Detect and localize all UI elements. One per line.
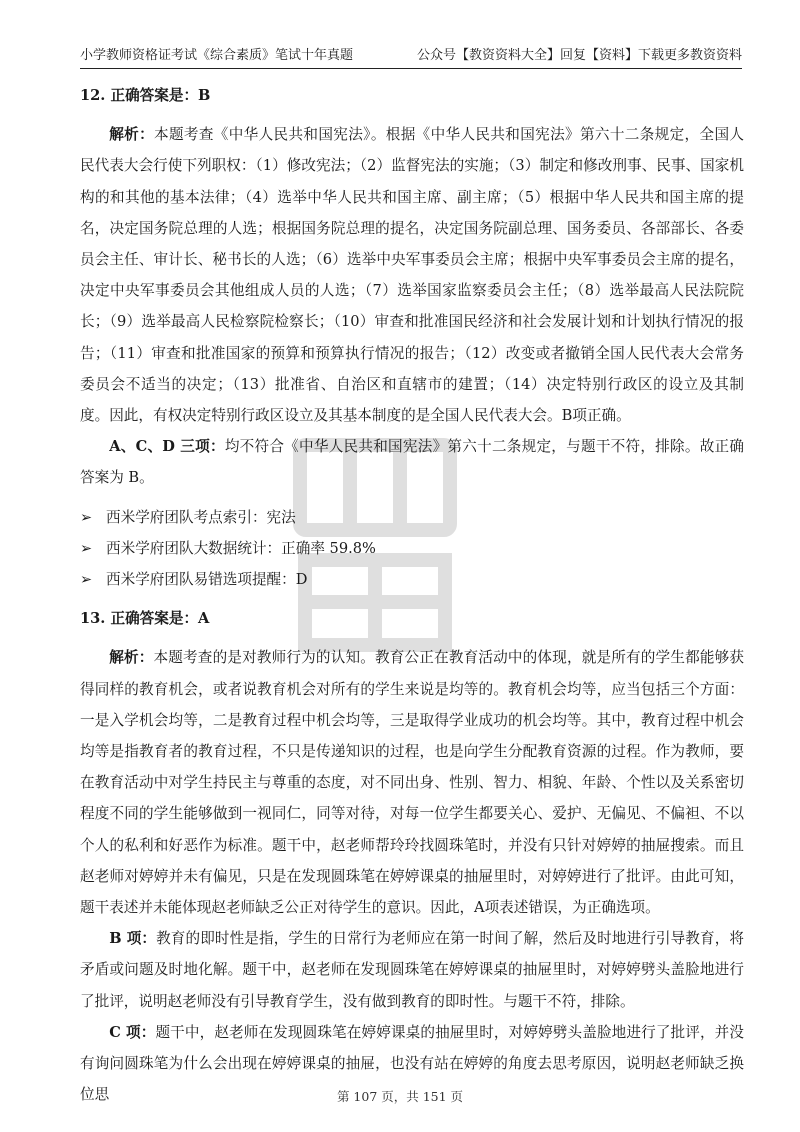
arrowhead-bullet-icon: ➢	[80, 571, 93, 589]
q13-option-b	[80, 923, 744, 1017]
q13-b-text: 教育的即时性是指，学生的日常行为老师应在第一时间了解，然后及时地进行引导教育，将矛盾或问题及时地化解。题干中，赵老师在发现圆珠笔在婷婷课桌的抽屉里时，对婷婷劈头盖脸地进行了批评，说明赵老师没有引导教育学生，没有做到教育的即时性。与题干不符，排除。	[80, 930, 744, 1010]
q12-analysis	[80, 119, 744, 431]
q12-other-text: 均不符合《中华人民共和国宪法》第六十二条规定，与题干不符，排除。故正确答案为 B。	[80, 438, 744, 487]
q13-c-text: 题干中，赵老师在发现圆珠笔在婷婷课桌的抽屉里时，对婷婷劈头盖脸地进行了批评，并没有询问圆珠笔为什么会出现在婷婷课桌的抽屉，也没有站在婷婷的角度去思考原因，说明赵老师缺乏换位思	[80, 1023, 744, 1104]
q12-bullet-text: 西米学府团队考点索引：宪法	[106, 508, 296, 526]
arrowhead-bullet-icon: ➢	[80, 539, 93, 557]
q13-c-label: C 项：	[109, 1023, 156, 1041]
page-header	[80, 46, 742, 69]
q12-bullet	[80, 564, 744, 595]
q13-analysis-label: 解析：	[109, 649, 154, 667]
header-title: 小学教师资格证考试《综合素质》笔试十年真题	[80, 48, 354, 63]
q12-bullet-text: 西米学府团队大数据统计：正确率 59.8%	[106, 539, 376, 557]
q12-bullet-text: 西米学府团队易错选项提醒：D	[106, 571, 308, 589]
q12-answer: 12. 正确答案是：B	[80, 87, 211, 104]
page-content	[80, 80, 744, 1111]
q12-bullet	[80, 502, 744, 533]
q13-answer: 13. 正确答案是：A	[80, 610, 210, 628]
q13-analysis-text: 本题考查的是对教师行为的认知。教育公正在教育活动中的体现，就是所有的学生都能够获得同样的教育机会，或者说教育机会对所有的学生来说是均等的。教育机会均等，应当包括三个方面：一是入学机会均等，二是教育过程中机会均等，三是取得学业成功的机会均等。其中，教育过程中机会均等是指教育者的教育过程，不只是传递知识的过程，也是向学生分配教育资源的过程。作为教师，要在教育活动中对学生持民主与尊重的态度，对不同出身、性别、智力、相貌、年龄、个性以及关系密切程度不同的学生能够做到一视同仁，同等对待，对每一位学生都要关心、爱护、无偏见、不偏袒、不以个人的私利和好恶作为标准。题干中，赵老师帮玲玲找圆珠笔时，并没有只针对婷婷的抽屉搜索。而且赵老师对婷婷并未有偏见，只是在发现圆珠笔在婷婷课桌的抽屉里时，对婷婷进行了批评。由此可知，题干表述并未能体现赵老师缺乏公正对待学生的意识。因此，A项表述错误，为正确选项。	[80, 649, 744, 917]
header-promo: 公众号【教资资料大全】回复【资料】下载更多教资资料	[416, 48, 742, 63]
q12-analysis-label: 解析：	[109, 126, 155, 144]
q12-analysis-text: 本题考查《中华人民共和国宪法》。根据《中华人民共和国宪法》第六十二条规定，全国人民代表大会行使下列职权：（1）修改宪法；（2）监督宪法的实施；（3）制定和修改刑事、民事、国家机构的和其他的基本法律；（4）选举中华人民共和国主席、副主席；（5）根据中华人民共和国主席的提名，决定国务院总理的人选；根据国务院总理的提名，决定国务院副总理、国务委员、各部部长、各委员会主任、审计长、秘书长的人选；（6）选举中央军事委员会主席；根据中央军事委员会主席的提名，决定中央军事委员会其他组成人员的人选；（7）选举国家监察委员会主任；（8）选举最高人民法院院长；（9）选举最高人民检察院检察长；（10）审查和批准国民经济和社会发展计划和计划执行情况的报告；（11）审查和批准国家的预算和预算执行情况的报告；（12）改变或者撤销全国人民代表大会常务委员会不适当的决定；（13）批准省、自治区和直辖市的建置；（14）决定特别行政区的设立及其制度。因此，有权决定特别行政区设立及其基本制度的是全国人民代表大会。B项正确。	[80, 126, 744, 425]
q12-bullet	[80, 533, 744, 564]
q13-b-label: B 项：	[109, 930, 157, 948]
arrowhead-bullet-icon: ➢	[80, 508, 93, 526]
q12-other-label: A、C、D 三项：	[109, 438, 225, 456]
q12-other-options	[80, 431, 744, 493]
page-number: 第 107 页，共 151 页	[336, 1089, 464, 1104]
q13-analysis	[80, 642, 744, 923]
